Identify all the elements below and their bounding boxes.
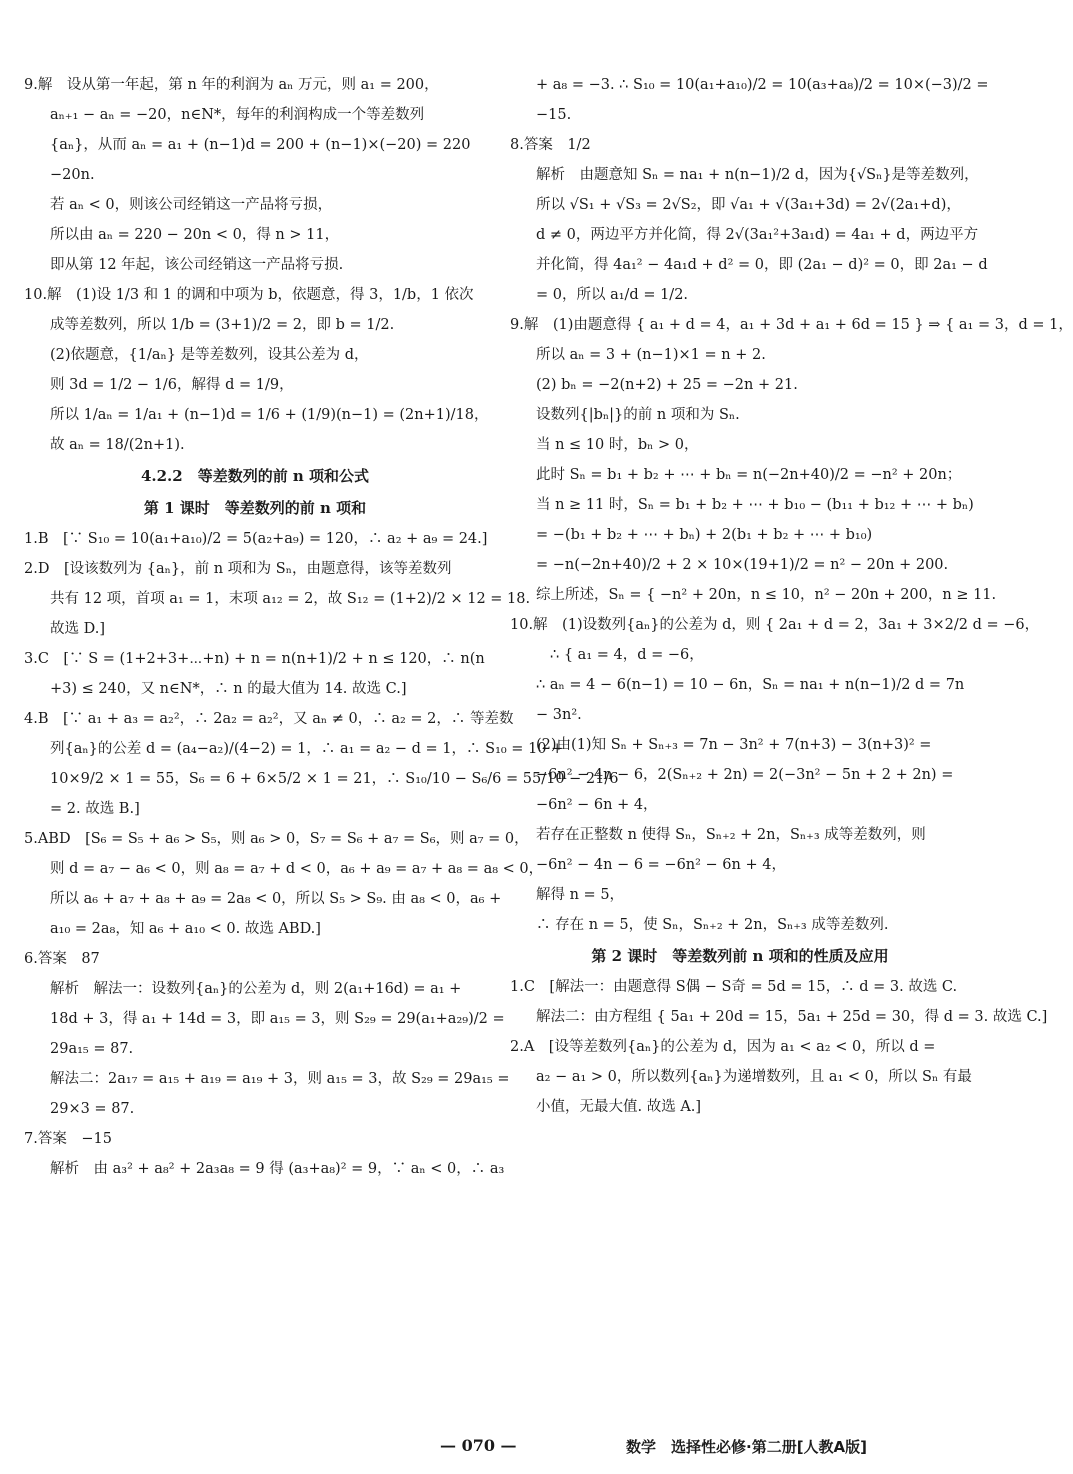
text-line: −20n.: [50, 167, 95, 183]
book-title: 数学 选择性必修·第二册[人教A版]: [626, 1438, 868, 1456]
text-line: 设数列{|bₙ|}的前 n 项和为 Sₙ.: [536, 407, 740, 423]
text-line: = 2. 故选 B.]: [50, 801, 140, 817]
text-line: 当 n ≥ 11 时，Sₙ = b₁ + b₂ + ⋯ + b₁₀ − (b₁₁ + b₁₂ + ⋯ + bₙ): [536, 497, 974, 513]
text-line: 3.C [∵ S = (1+2+3+⋯+n) + n = n(n+1)/2 + n ≤ 120，∴ n(n: [24, 651, 485, 667]
page-number: — 070 —: [440, 1436, 517, 1455]
text-line: 9.解 (1)由题意得 { a₁ + d = 4，a₁ + 3d + a₁ + 6d = 15 } ⇒ { a₁ = 3，d = 1，: [510, 317, 1073, 333]
text-line: 2.D [设该数列为 {aₙ}，前 n 项和为 Sₙ，由题意得，该等差数列: [24, 561, 452, 577]
text-line: 小值，无最大值. 故选 A.]: [536, 1099, 702, 1115]
text-line: 10×9/2 × 1 = 55，S₆ = 6 + 6×5/2 × 1 = 21，∴ S₁₀/10 − S₆/6 = 55/10 − 21/6: [50, 771, 619, 787]
text-line: aₙ₊₁ − aₙ = −20，n∈N*，每年的利润构成一个等差数列: [50, 107, 425, 123]
text-line: 7.答案 −15: [24, 1131, 112, 1147]
right-column: [510, 70, 1073, 1122]
text-line: −6n² − 6n + 4，: [536, 797, 658, 813]
page-footer: [0, 1436, 1007, 1466]
text-line: 所以 a₆ + a₇ + a₈ + a₉ = 2a₈ < 0，所以 S₅ > S₉. 由 a₈ < 0，a₆ +: [50, 891, 502, 907]
text-line: a₂ − a₁ > 0，所以数列{aₙ}为递增数列，且 a₁ < 0，所以 Sₙ 有最: [536, 1069, 972, 1085]
text-line: d ≠ 0，两边平方并化简，得 2√(3a₁²+3a₁d) = 4a₁ + d，两边平方: [536, 227, 979, 243]
text-line: 所以 aₙ = 3 + (n−1)×1 = n + 2.: [536, 347, 766, 363]
text-line: 9.解 设从第一年起，第 n 年的利润为 aₙ 万元，则 a₁ = 200，: [24, 77, 439, 93]
text-line: = 0，所以 a₁/d = 1/2.: [536, 287, 689, 303]
text-line: 则 3d = 1/2 − 1/6，解得 d = 1/9，: [50, 377, 294, 393]
section-heading: 第 1 课时 等差数列的前 n 项和: [143, 499, 367, 517]
text-line: 29×3 = 87.: [50, 1101, 135, 1117]
text-line: 综上所述，Sₙ = { −n² + 20n，n ≤ 10，n² − 20n + 200，n ≥ 11.: [536, 587, 997, 603]
text-line: a₁₀ = 2a₈，知 a₆ + a₁₀ < 0. 故选 ABD.]: [50, 921, 321, 937]
text-line: 29a₁₅ = 87.: [50, 1041, 134, 1057]
text-line: = −n(−2n+40)/2 + 2 × 10×(19+1)/2 = n² − 20n + 200.: [536, 557, 949, 573]
text-line: 5.ABD [S₆ = S₅ + a₆ > S₅，则 a₆ > 0，S₇ = S₆ + a₇ = S₆，则 a₇ = 0，: [24, 831, 529, 847]
text-line: +3) ≤ 240，又 n∈N*，∴ n 的最大值为 14. 故选 C.]: [50, 681, 407, 697]
text-line: 解得 n = 5，: [536, 887, 625, 903]
text-line: 1.B [∵ S₁₀ = 10(a₁+a₁₀)/2 = 5(a₂+a₉) = 120，∴ a₂ + a₉ = 24.]: [24, 531, 488, 547]
text-line: 解析 由 a₃² + a₈² + 2a₃a₈ = 9 得 (a₃+a₈)² = 9，∵ aₙ < 0，∴ a₃: [50, 1161, 505, 1177]
text-line: 成等差数列，所以 1/b = (3+1)/2 = 2，即 b = 1/2.: [50, 317, 395, 333]
text-line: (2)依题意，{1/aₙ} 是等差数列，设其公差为 d，: [50, 347, 369, 363]
text-line: 所以由 aₙ = 220 − 20n < 0，得 n > 11，: [50, 227, 340, 243]
text-line: 1.C [解法一：由题意得 S偶 − S奇 = 5d = 15，∴ d = 3. 故选 C.: [510, 979, 958, 995]
text-line: 6.答案 87: [24, 951, 100, 967]
text-line: 故选 D.]: [50, 621, 105, 637]
text-line: 共有 12 项，首项 a₁ = 1，末项 a₁₂ = 2，故 S₁₂ = (1+2)/2 × 12 = 18.: [50, 591, 531, 607]
text-line: 所以 1/aₙ = 1/a₁ + (n−1)d = 1/6 + (1/9)(n−1) = (2n+1)/18，: [50, 407, 489, 423]
text-line: 10.解 (1)设 1/3 和 1 的调和中项为 b，依题意，得 3，1/b，1 依次: [24, 287, 474, 303]
text-line: ∴ 存在 n = 5，使 Sₙ，Sₙ₊₂ + 2n，Sₙ₊₃ 成等差数列.: [536, 917, 889, 933]
text-line: 18d + 3，得 a₁ + 14d = 3，即 a₁₅ = 3，则 S₂₉ = 29(a₁+a₂₉)/2 =: [50, 1011, 505, 1027]
text-line: 并化简，得 4a₁² − 4a₁d + d² = 0，即 (2a₁ − d)² = 0，即 2a₁ − d: [536, 257, 988, 273]
text-line: 10.解 (1)设数列{aₙ}的公差为 d，则 { 2a₁ + d = 2，3a₁ + 3×2/2 d = −6，: [510, 617, 1040, 633]
text-line: 8.答案 1/2: [510, 137, 591, 153]
text-line: 解析 解法一：设数列{aₙ}的公差为 d，则 2(a₁+16d) = a₁ +: [50, 981, 462, 997]
text-line: 此时 Sₙ = b₁ + b₂ + ⋯ + bₙ = n(−2n+40)/2 = −n² + 20n；: [536, 467, 962, 483]
section-heading: 第 2 课时 等差数列前 n 项和的性质及应用: [591, 947, 889, 965]
text-line: 若存在正整数 n 使得 Sₙ，Sₙ₊₂ + 2n，Sₙ₊₃ 成等差数列，则: [536, 827, 926, 843]
text-line: 解法二：2a₁₇ = a₁₅ + a₁₉ = a₁₉ + 3，则 a₁₅ = 3，故 S₂₉ = 29a₁₅ =: [50, 1071, 510, 1087]
text-line: (2) bₙ = −2(n+2) + 25 = −2n + 21.: [536, 377, 798, 393]
text-line: −6n² − 4n − 6，2(Sₙ₊₂ + 2n) = 2(−3n² − 5n + 2 + 2n) =: [536, 767, 954, 783]
section-heading: 4.2.2 等差数列的前 n 项和公式: [140, 467, 370, 485]
text-line: 解法二：由方程组 { 5a₁ + 20d = 15，5a₁ + 25d = 30，得 d = 3. 故选 C.]: [536, 1009, 1048, 1025]
text-line: 当 n ≤ 10 时，bₙ > 0，: [536, 437, 699, 453]
text-line: 解析 由题意知 Sₙ = na₁ + n(n−1)/2 d，因为{√Sₙ}是等差数列，: [536, 167, 979, 183]
text-line: 4.B [∵ a₁ + a₃ = a₂²，∴ 2a₂ = a₂²，又 aₙ ≠ 0，∴ a₂ = 2，∴ 等差数: [24, 711, 514, 727]
text-line: ∴ { a₁ = 4，d = −6，: [550, 647, 704, 663]
text-line: ∴ aₙ = 4 − 6(n−1) = 10 − 6n，Sₙ = na₁ + n(n−1)/2 d = 7n: [536, 677, 965, 693]
text-line: − 3n².: [536, 707, 582, 723]
text-line: 即从第 12 年起，该公司经销这一产品将亏损.: [50, 257, 344, 273]
text-line: −15.: [536, 107, 572, 123]
text-line: 2.A [设等差数列{aₙ}的公差为 d，因为 a₁ < a₂ < 0，所以 d =: [510, 1039, 936, 1055]
text-line: 则 d = a₇ − a₆ < 0，则 a₈ = a₇ + d < 0，a₆ + a₉ = a₇ + a₈ = a₈ < 0，: [50, 861, 544, 877]
text-line: 若 aₙ < 0，则该公司经销这一产品将亏损，: [50, 197, 333, 213]
text-line: {aₙ}，从而 aₙ = a₁ + (n−1)d = 200 + (n−1)×(−20) = 220: [50, 137, 471, 153]
text-line: (2)由(1)知 Sₙ + Sₙ₊₃ = 7n − 3n² + 7(n+3) − 3(n+3)² =: [536, 737, 932, 753]
text-line: = −(b₁ + b₂ + ⋯ + bₙ) + 2(b₁ + b₂ + ⋯ + b₁₀): [536, 527, 873, 543]
text-line: 故 aₙ = 18/(2n+1).: [50, 437, 185, 453]
text-line: −6n² − 4n − 6 = −6n² − 6n + 4，: [536, 857, 786, 873]
text-line: + a₈ = −3. ∴ S₁₀ = 10(a₁+a₁₀)/2 = 10(a₃+a₈)/2 = 10×(−3)/2 =: [536, 77, 989, 93]
text-line: 所以 √S₁ + √S₃ = 2√S₂，即 √a₁ + √(3a₁+3d) = 2√(2a₁+d)，: [536, 197, 961, 213]
text-line: 列{aₙ}的公差 d = (a₄−a₂)/(4−2) = 1，∴ a₁ = a₂ − d = 1，∴ S₁₀ = 10 +: [50, 741, 564, 757]
